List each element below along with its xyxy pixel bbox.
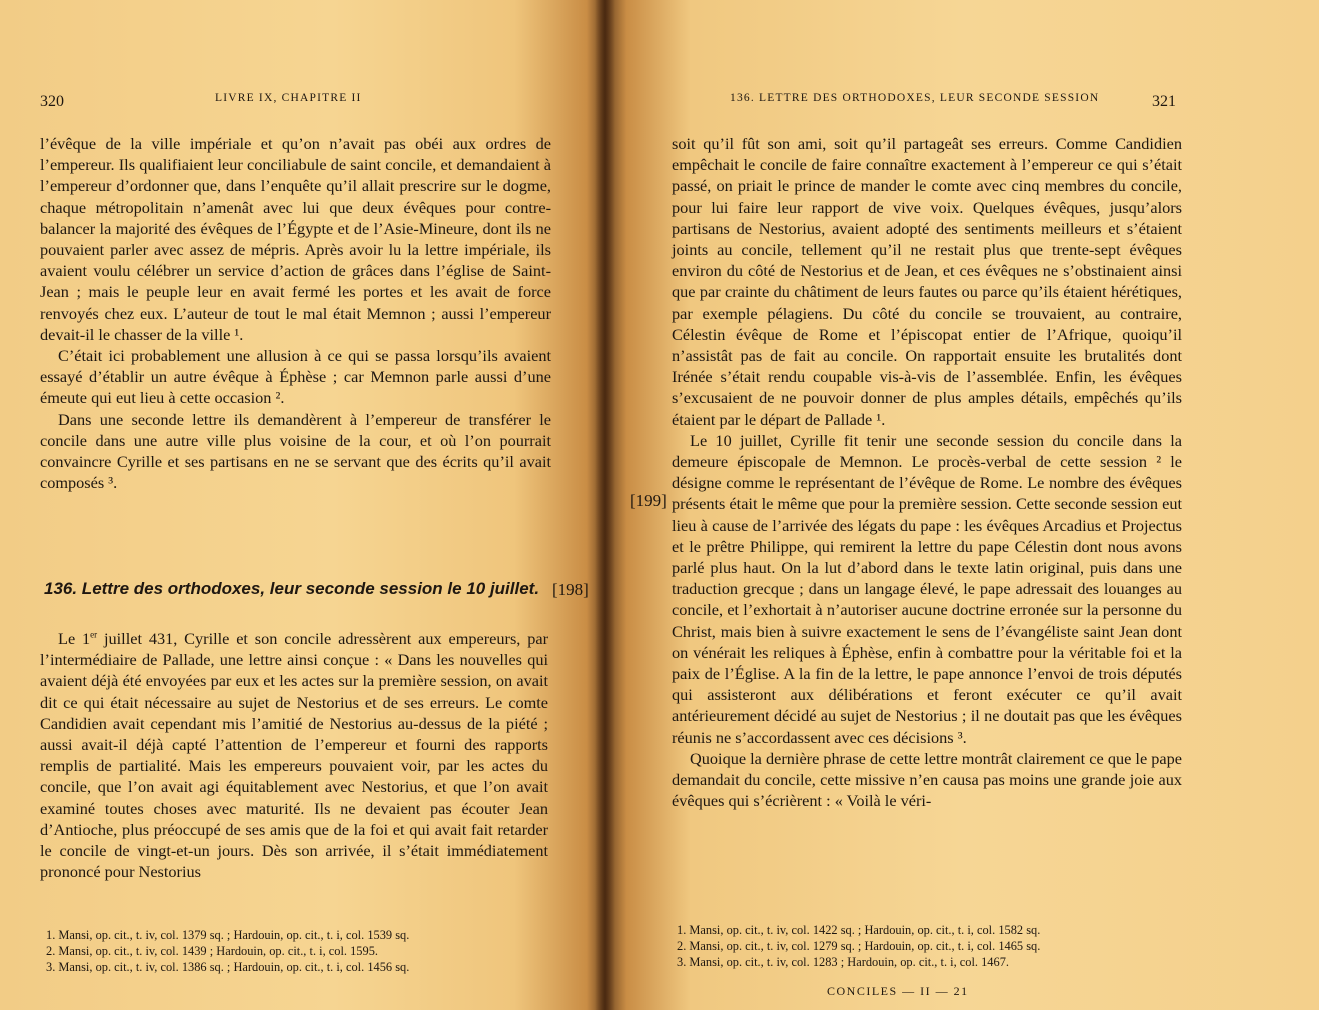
- body-text-top: [40, 133, 551, 493]
- footnote: 3. Mansi, op. cit., t. iv, col. 1386 sq. ; Hardouin, op. cit., t. i, col. 1456 sq.: [46, 960, 410, 974]
- body-text: [672, 133, 1182, 812]
- paragraph-text: juillet 431, Cyrille et son concile adressèrent aux empereurs, par l’intermédiaire de Pallade, une lettre ainsi conçue : « Dans les nouvelles qui avaient déjà été envoyées par eux et les actes sur la première session, on avait dit ce qui était nécessaire au sujet de Nestorius et de ses erreurs. Le comte Candidien avait cependant mis l’amitié de Nestorius au-dessus de la piété ; aussi avait-il déjà capté l’attention de l’empereur et fourni des rapports remplis de partialité. Mais les empereurs pouvaient voir, par les actes du concile, que l’on avait agi équitablement avec Nestorius, et que l’on avait examiné toutes choses avec maturité. Ils ne devaient pas écouter Jean d’Antioche, plus préoccupé de ses amis que de la foi et qui avait fait retarder le concile de vingt-et-un jours. Dès son arrivée, il s’était immédiatement prononcé pour Nestorius: [40, 629, 548, 882]
- footnote: 3. Mansi, op. cit., t. iv, col. 1283 ; Hardouin, op. cit., t. i, col. 1467.: [677, 955, 1009, 969]
- footnotes: [677, 922, 1040, 970]
- paragraph: l’évêque de la ville impériale et qu’on n’avait pas obéi aux ordres de l’empereur. Ils qualifiaient leur conciliabule de saint concile, et demandaient à l’empereur d’ordonner que, dans l’enquête qu’il allait prescrire sur le dogme, chaque métropolitain n’amenât avec lui que deux évêques pour contre-balancer la majorité des évêques de l’Égypte et de l’Asie-Mineure, dont ils ne pouvaient parler avec assez de mépris. Après avoir lu la lettre impériale, ils avaient voulu célébrer un service d’action de grâces dans l’église de Saint-Jean ; mais le peuple leur en avait fermé les portes et les avait de force renvoyés chez eux. L’auteur de tout le mal était Memnon ; aussi l’empereur devait-il le chasser de la ville ¹.: [40, 134, 551, 344]
- body-text-bottom: [40, 628, 548, 882]
- paragraph: Le 10 juillet, Cyrille fit tenir une seconde session du concile dans la demeure épiscopale de Memnon. Le procès-verbal de cette session ² le désigne comme le représentant de l’évêque de Rome. Le nombre des évêques présents était le même que pour la première session. Cette seconde session eut lieu à cause de l’arrivée des légats du pape : les évêques Arcadius et Projectus et le prêtre Philippe, qui remirent la lettre du pape Célestin dont nous avons parlé plus haut. On la lut d’abord dans le texte latin original, puis dans une traduction grecque ; dans un langage élevé, le pape adressait des louanges au concile, et l’exhortait à n’autoriser aucune doctrine erronée sur la personne du Christ, mais bien à suivre exactement le sens de l’évangéliste saint Jean dont on vénérait les reliques à Éphèse, enfin à combattre pour la véritable foi et la paix de l’Église. A la fin de la lettre, le pape annonce l’envoi de trois députés qui assisteront aux délibérations et feront exécuter ce qu’il avait antérieurement décidé au sujet de Nestorius ; il ne doutait pas que les évêques réunis ne s’accordassent avec ces décisions ³.: [672, 430, 1182, 747]
- gutter-shadow: [595, 0, 605, 1010]
- page-marker: [198]: [552, 580, 589, 599]
- footnote: 2. Mansi, op. cit., t. iv, col. 1279 sq. ; Hardouin, op. cit., t. i, col. 1465 sq.: [677, 939, 1041, 953]
- paragraph: Quoique la dernière phrase de cette lettre montrât clairement ce que le pape demandait du concile, cette missive n’en causa pas moins une grande joie aux évêques qui s’écrièrent : « Voilà le véri-: [672, 748, 1182, 811]
- page-marker: [199]: [630, 491, 667, 510]
- left-page: [0, 0, 605, 1010]
- running-head: 136. LETTRE DES ORTHODOXES, LEUR SECONDE SESSION: [730, 92, 1100, 104]
- signature-mark: CONCILES — II — 21: [827, 984, 969, 998]
- paragraph: soit qu’il fût son ami, soit qu’il partageât ses erreurs. Comme Candidien empêchait le concile de faire connaître exactement à l’empereur ce qui s’était passé, on priait le prince de mander le comte avec cinq membres du concile, pour lui faire leur rapport de vive voix. Quelques évêques, jusqu’alors partisans de Nestorius, avaient adopté des sentiments meilleurs et s’étaient joints au concile, tellement qu’il ne restait plus que trente-sept évêques environ du côté de Nestorius et de Jean, et ces évêques ne s’obstinaient ainsi que par crainte du châtiment de leurs fautes ou parce qu’ils étaient hérétiques, par exemple pélagiens. Du côté du concile se trouvaient, au contraire, Célestin évêque de Rome et l’épiscopat entier de l’Afrique, quoiqu’il n’assistât pas de fait au concile. On rapportait ensuite les brutalités dont Irénée s’était rendu coupable vis-à-vis de l’assemblée. Enfin, les évêques s’excusaient de ne pouvoir donner de plus amples détails, empêchés qu’ils étaient par le départ de Pallade ¹.: [672, 134, 1182, 429]
- gutter-shadow: [605, 0, 615, 1010]
- page-number: 321: [1152, 93, 1176, 110]
- footnote: 1. Mansi, op. cit., t. iv, col. 1422 sq. ; Hardouin, op. cit., t. i, col. 1582 sq.: [677, 923, 1041, 937]
- right-page: [605, 0, 1319, 1010]
- ordinal-prefix: Le 1: [58, 629, 91, 648]
- page-number: 320: [40, 93, 64, 110]
- ordinal-sup: er: [90, 629, 98, 640]
- paragraph: [40, 628, 548, 882]
- footnote: 2. Mansi, op. cit., t. iv, col. 1439 ; Hardouin, op. cit., t. i, col. 1595.: [46, 944, 378, 958]
- section-title: 136. Lettre des orthodoxes, leur seconde session le 10 juillet.: [44, 579, 540, 598]
- footnote: 1. Mansi, op. cit., t. iv, col. 1379 sq. ; Hardouin, op. cit., t. i, col. 1539 sq.: [46, 928, 410, 942]
- footnotes: [46, 927, 409, 975]
- paragraph: Dans une seconde lettre ils demandèrent à l’empereur de transférer le concile dans une autre ville plus voisine de la cour, et où l’on pourrait convaincre Cyrille et ses partisans en ne se servant que des écrits qu’il avait composés ³.: [40, 409, 551, 493]
- running-head: LIVRE IX, CHAPITRE II: [215, 92, 362, 104]
- paragraph: C’était ici probablement une allusion à ce qui se passa lorsqu’ils avaient essayé d’établir un autre évêque à Éphèse ; car Memnon parle aussi d’une émeute qui eut lieu à cette occasion ².: [40, 346, 551, 408]
